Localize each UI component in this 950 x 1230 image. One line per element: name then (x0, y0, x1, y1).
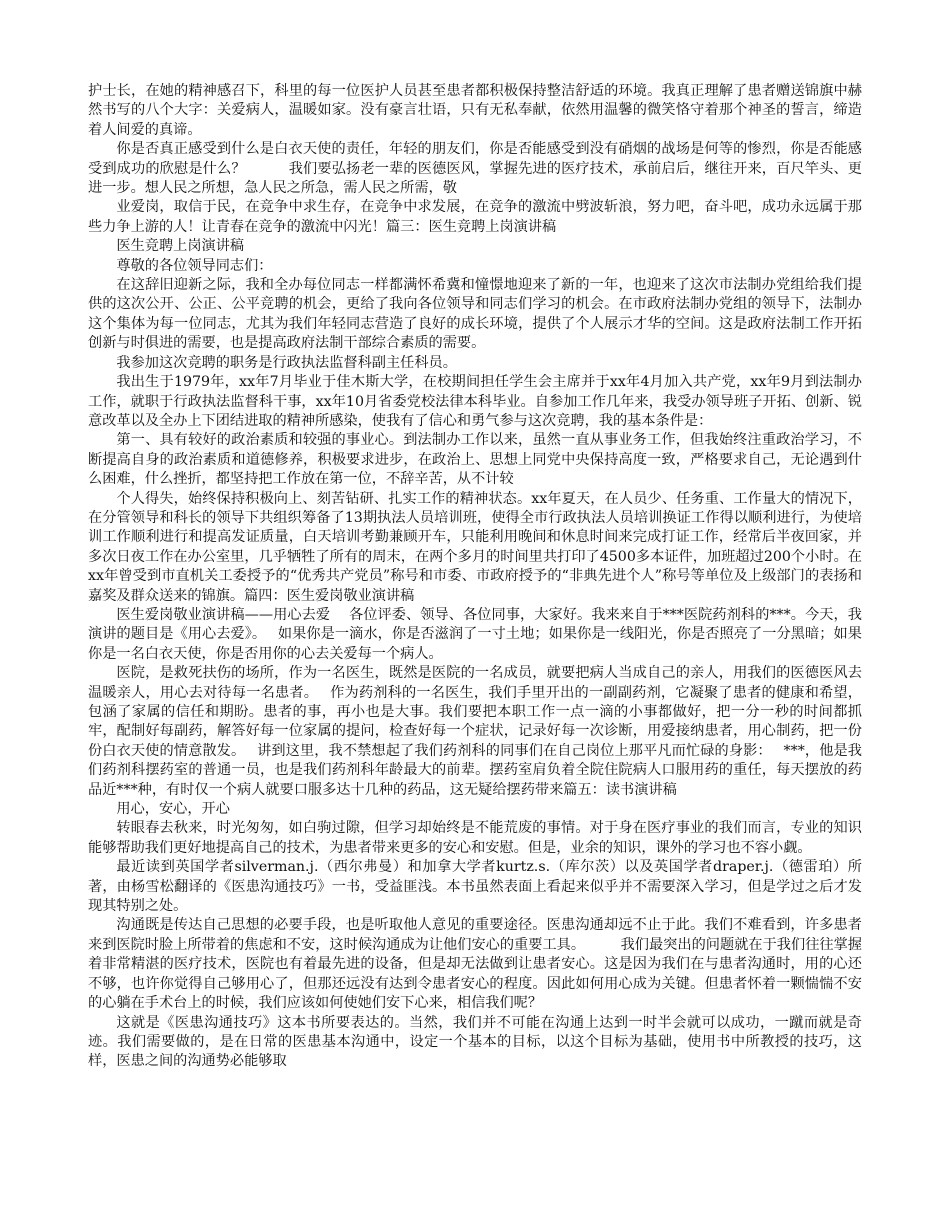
paragraph: 业爱岗，取信于民，在竞争中求生存，在竞争中求发展，在竞争的激流中劈波斩浪，努力吧，奋斗吧，成功永远属于那些力争上游的人！让青春在竞争的激流中闪光！篇三：医生竞聘上岗演讲稿 (88, 199, 862, 235)
section-title: 医生竞聘上岗演讲稿 (116, 238, 245, 255)
paragraph: 沟通既是传达自己思想的必要手段，也是听取他人意见的重要途径。医患沟通却远不止于此。我们不难看到，许多患者来到医院时脸上所带着的焦虑和不安，这时候沟通成为让他们安心的重要工具。 我们最突出的问题就在于我们往往掌握着非常精湛的医疗技术，医院也有着最先进的设备，但是却无法做到让患者安心。这是因为我们在与患者沟通时，用的心还不够，也许你觉得自己够用心了，但那还远没有达到令患者安心的程度。因此如何用心成为关键。但患者怀着一颗惴惴不安的心躺在手术台上的时候，我们应该如何使她们安下心来，相信我们呢？ (88, 917, 862, 1012)
paragraph: 我出生于1979年，xx年7月毕业于佳木斯大学，在校期间担任学生会主席并于xx年4月加入共产党，xx年9月到法制办工作，就职于行政执法监督科干事，xx年10月省委党校法律本科毕业。自参加工作几年来，我受办领导班子开拓、创新、锐意改革以及全办上下团结进取的精神所感染，使我有了信心和勇气参与这次竞聘，我的基本条件是： (88, 374, 862, 429)
section-title: 用心，安心，开心 (116, 801, 230, 818)
paragraph: 第一、具有较好的政治素质和较强的事业心。到法制办工作以来，虽然一直从事业务工作，但我始终注重政治学习，不断提高自身的政治素质和道德修养，积极要求进步，在政治上、思想上同党中央保持高度一致，严格要求自己，无论遇到什么困难，什么挫折，都坚持把工作放在第一位，不辞辛苦，从不计较 (88, 432, 862, 488)
paragraph: 你是否真正感受到什么是白衣天使的责任，年轻的朋友们，你是否能感受到没有硝烟的战场是何等的惨烈，你是否能感受到成功的欣慰是什么？ 我们要弘扬老一辈的医德医风，掌握先进的医疗技术，承前启后，继往开来，百尺竿头、更进一步。想人民之所想，急人民之所急，需人民之所需，敬 (88, 141, 862, 197)
paragraph: 最近读到英国学者silverman.j.（西尔弗曼）和加拿大学者kurtz.s.（库尔茨）以及英国学者draper.j.（德雷珀）所著，由杨雪松翻译的《医患沟通技巧》一书，受益匪浅。本书虽然表面上看起来似乎并不需要深入学习，但是学过之后才发现其特别之处。 (88, 859, 862, 915)
salutation: 尊敬的各位领导同志们： (116, 257, 273, 274)
paragraph: 护士长，在她的精神感召下，科里的每一位医护人员甚至患者都积极保持整洁舒适的环境。我真正理解了患者赠送锦旗中赫然书写的八个大字：关爱病人，温暖如家。没有豪言壮语，只有无私奉献，依然用温馨的微笑恪守着那个神圣的誓言，缔造着人间爱的真谛。 (88, 83, 862, 138)
paragraph: 医院，是救死扶伤的场所，作为一名医生，既然是医院的一名成员，就要把病人当成自己的亲人，用我们的医德医风去温暖亲人，用心去对待每一名患者。 作为药剂科的一名医生，我们手里开出的一副副药剂，它凝聚了患者的健康和希望，包涵了家属的信任和期盼。患者的事，再小也是大事。我们要把本职工作一点一滴的小事都做好，把一分一秒的时间都抓牢，配制好每副药，解答好每一位家属的提问，检查好每一个症状，记录好每一次诊断，用爱接纳患者，用心制药，把一份份白衣天使的情意散发。 讲到这里，我不禁想起了我们药剂科的同事们在自己岗位上那平凡而忙碌的身影： ***，他是我们药剂科摆药室的普通一员，也是我们药剂科年龄最大的前辈。摆药室肩负着全院住院病人口服用药的重任，每天摆放的药品近***种，有时仅一个病人就要口服多达十几种的药品，这无疑给摆药带来篇五：读书演讲稿 (88, 665, 862, 798)
paragraph: 个人得失，始终保持积极向上、刻苦钻研、扎实工作的精神状态。xx年夏天，在人员少、任务重、工作量大的情况下，在分管领导和科长的领导下共组织筹备了13期执法人员培训班，使得全市行政执法人员培训换证工作得以顺利进行，为使培训工作顺利进行和提高发证质量，白天培训考勤兼顾开车，只能利用晚间和休息时间来完成打证工作，经常后半夜回家，并多次日夜工作在办公室里，几乎牺牲了所有的周末，在两个多月的时间里共打印了4500多本证件，加班超过200个小时。在xx年曾受到市直机关工委授予的“优秀共产党员”称号和市委、市政府授予的“非典先进个人”称号等单位及上级部门的表扬和嘉奖及群众送来的锦旗。篇四：医生爱岗敬业演讲稿 (88, 490, 862, 604)
paragraph: 这就是《医患沟通技巧》这本书所要表达的。当然，我们并不可能在沟通上达到一时半会就可以成功，一蹴而就是奇迹。我们需要做的，是在日常的医患基本沟通中，设定一个基本的目标，以这个目标为基础，使用书中所教授的技巧，这样，医患之间的沟通势必能够取 (88, 1014, 862, 1070)
paragraph: 在这辞旧迎新之际，我和全办每位同志一样都满怀希冀和憧憬地迎来了新的一年，也迎来了这次市法制办党组给我们提供的这次公开、公正、公平竞聘的机会，更给了我向各位领导和同志们学习的机会。在市政府法制办党组的领导下，法制办这个集体为每一位同志，尤其为我们年轻同志营造了良好的成长环境，提供了个人展示才华的空间。这是政府法制工作开拓创新与时俱进的需要，也是提高政府法制干部综合素质的需要。 (88, 277, 862, 352)
paragraph: 医生爱岗敬业演讲稿——用心去爱 各位评委、领导、各位同事，大家好。我来来自于***医院药剂科的***。今天，我演讲的题目是《用心去爱》。 如果你是一滴水，你是否滋润了一寸土地；如果你是一线阳光，你是否照亮了一分黑暗；如果你是一名白衣天使，你是否用你的心去关爱每一个病人。 (88, 606, 862, 662)
paragraph: 转眼春去秋来，时光匆匆，如白驹过隙，但学习却始终是不能荒废的事情。对于身在医疗事业的我们而言，专业的知识能够帮助我们更好地提高自己的技术，为患者带来更多的安心和安慰。但是，业余的知识，课外的学习也不容小觑。 (88, 820, 862, 856)
paragraph: 我参加这次竞聘的职务是行政执法监督科副主任科员。 (116, 354, 457, 371)
